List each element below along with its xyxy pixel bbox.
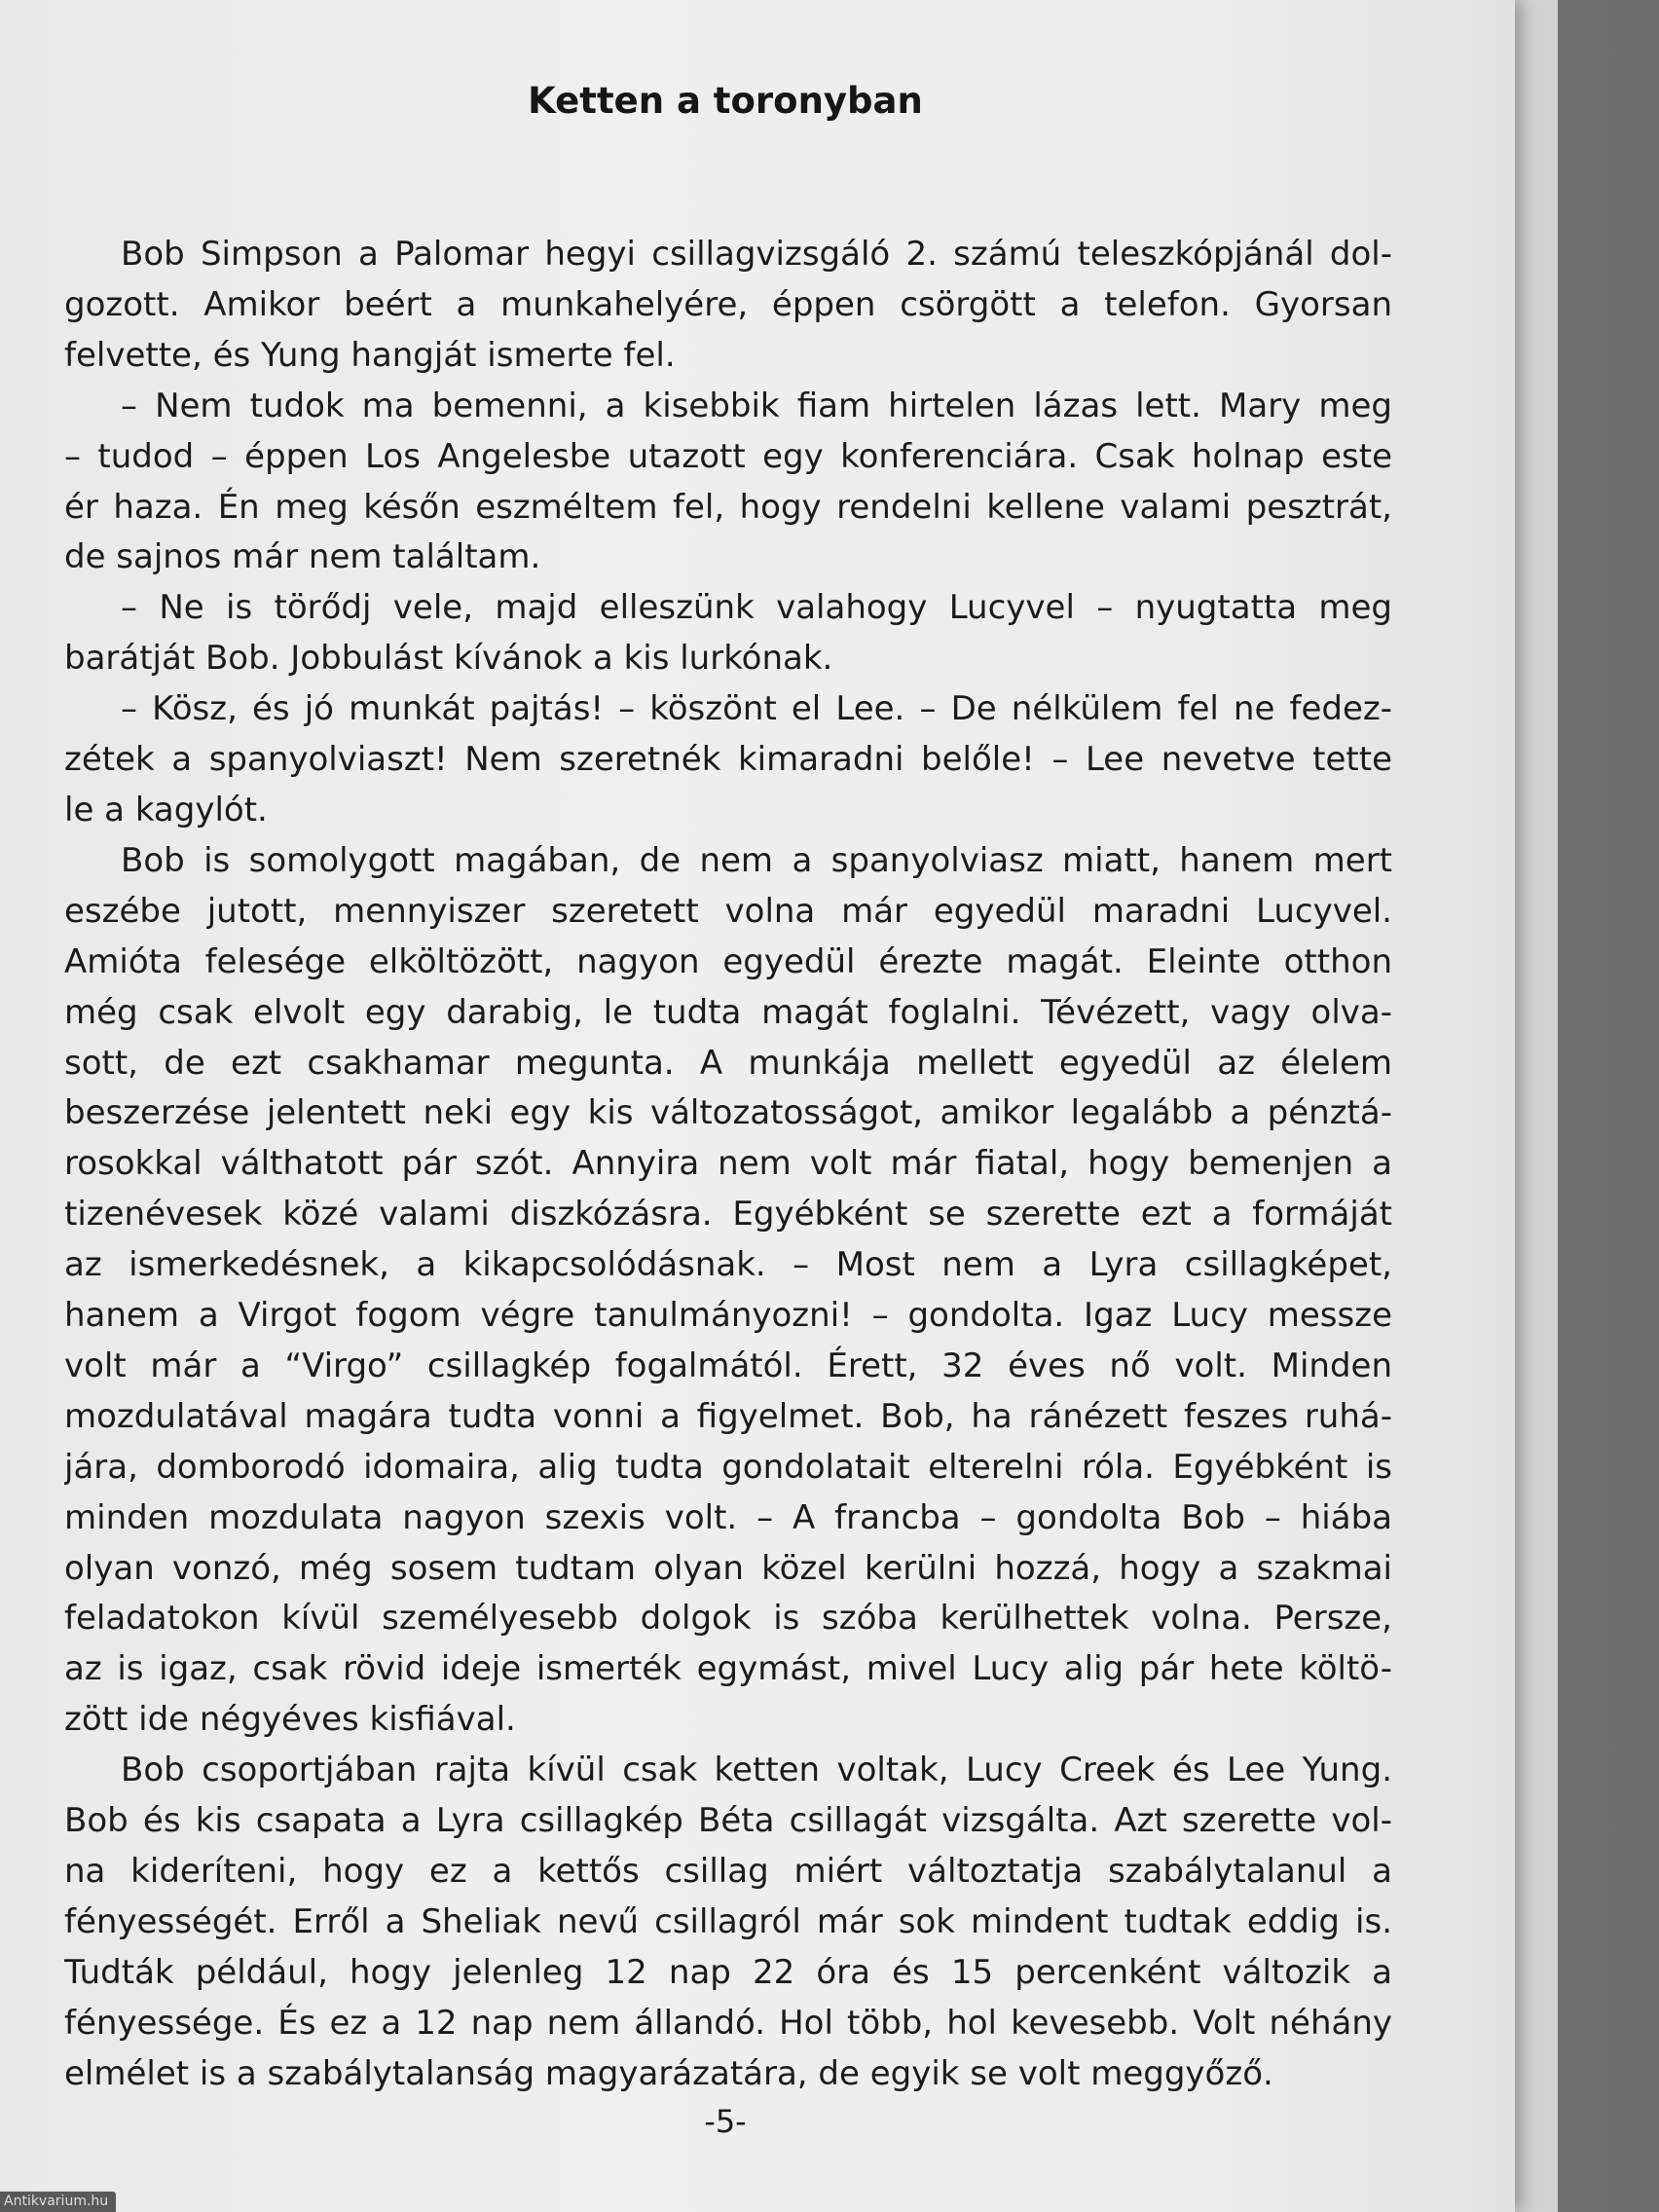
text-line: Tudták például, hogy jelenleg 12 nap 22 óra és 15 percenként változik a <box>64 1952 1392 1992</box>
text-line: eszébe jutott, mennyiszer szeretett volna már egyedül maradni Lucyvel. <box>64 891 1392 931</box>
text-line: Bob csoportjában rajta kívül csak ketten voltak, Lucy Creek és Lee Yung. <box>121 1751 1392 1790</box>
text-line: sott, de ezt csakhamar megunta. A munkája mellett egyedül az élelem <box>64 1043 1392 1083</box>
text-line: elmélet is a szabálytalanság magyarázatára, de egyik se volt meggyőző. <box>64 2053 1273 2093</box>
text-line: – Ne is törődj vele, majd elleszünk valahogy Lucyvel – nyugtatta meg <box>121 588 1392 628</box>
text-line: fényessége. És ez a 12 nap nem állandó. Hol több, hol kevesebb. Volt néhány <box>64 2003 1392 2043</box>
text-line: le a kagylót. <box>64 790 268 830</box>
text-line: de sajnos már nem találtam. <box>64 537 541 577</box>
text-line: jára, domborodó idomaira, alig tudta gondolatait elterelni róla. Egyébként is <box>64 1447 1392 1487</box>
text-line: Bob Simpson a Palomar hegyi csillagvizsgáló 2. számú teleszkópjánál dol- <box>121 235 1392 274</box>
text-line: barátját Bob. Jobbulást kívánok a kis lurkónak. <box>64 639 833 679</box>
text-line: minden mozdulata nagyon szexis volt. – A francba – gondolta Bob – hiába <box>64 1497 1392 1537</box>
text-line: zétek a spanyolviaszt! Nem szeretnék kimaradni belőle! – Lee nevetve tette <box>64 740 1392 780</box>
text-line: még csak elvolt egy darabig, le tudta magát foglalni. Tévézett, vagy olva- <box>64 992 1392 1032</box>
text-line: felvette, és Yung hangját ismerte fel. <box>64 335 676 375</box>
text-line: hanem a Virgot fogom végre tanulmányozni! – gondolta. Igaz Lucy messze <box>64 1296 1392 1336</box>
text-line: volt már a “Virgo” csillagkép fogalmától. Érett, 32 éves nő volt. Minden <box>64 1346 1392 1385</box>
text-line: Bob is somolygott magában, de nem a spanyolviasz miatt, hanem mert <box>121 840 1392 880</box>
text-line: rosokkal válthatott pár szót. Annyira nem volt már fiatal, hogy bemenjen a <box>64 1144 1392 1184</box>
text-line: az ismerkedésnek, a kikapcsolódásnak. – Most nem a Lyra csillagképet, <box>64 1245 1392 1285</box>
text-line: Bob és kis csapata a Lyra csillagkép Béta csillagát vizsgálta. Azt szerette vol- <box>64 1801 1392 1841</box>
text-line: mozdulatával magára tudta vonni a figyelmet. Bob, ha ránézett feszes ruhá- <box>64 1396 1392 1436</box>
text-line: feladatokon kívül személyesebb dolgok is szóba kerülhettek volna. Persze, <box>64 1599 1392 1639</box>
text-line: az is igaz, csak rövid ideje ismerték egymást, mivel Lucy alig pár hete költö- <box>64 1649 1392 1689</box>
text-line: ér haza. Én meg későn eszméltem fel, hogy rendelni kellene valami pesztrát, <box>64 487 1392 527</box>
text-line: zött ide négyéves kisfiával. <box>64 1700 516 1740</box>
text-line: tizenévesek közé valami diszkózásra. Egyébként se szerette ezt a formáját <box>64 1195 1392 1235</box>
page-number: -5- <box>704 2103 747 2140</box>
text-line: Amióta felesége elköltözött, nagyon egyedül érezte magát. Eleinte otthon <box>64 941 1392 981</box>
text-line: – Nem tudok ma bemenni, a kisebbik fiam hirtelen lázas lett. Mary meg <box>121 386 1392 425</box>
text-line: – Kösz, és jó munkát pajtás! – köszönt el Lee. – De nélkülem fel ne fedez- <box>121 689 1392 729</box>
text-line: fényességét. Erről a Sheliak nevű csillagról már sok mindent tudtak eddig is. <box>64 1901 1392 1941</box>
chapter-title: Ketten a toronyban <box>528 80 923 122</box>
text-line: gozott. Amikor beért a munkahelyére, éppen csörgött a telefon. Gyorsan <box>64 284 1392 324</box>
text-line: olyan vonzó, még sosem tudtam olyan közel kerülni hozzá, hogy a szakmai <box>64 1548 1392 1588</box>
watermark: Antikvarium.hu <box>0 2192 116 2212</box>
text-line: na kideríteni, hogy ez a kettős csillag miért változtatja szabálytalanul a <box>64 1852 1392 1891</box>
text-line: beszerzése jelentett neki egy kis változatosságot, amikor legalább a pénztá- <box>64 1093 1392 1133</box>
text-line: – tudod – éppen Los Angelesbe utazott egy konferenciára. Csak holnap este <box>64 436 1392 476</box>
body-text <box>64 230 1392 2100</box>
